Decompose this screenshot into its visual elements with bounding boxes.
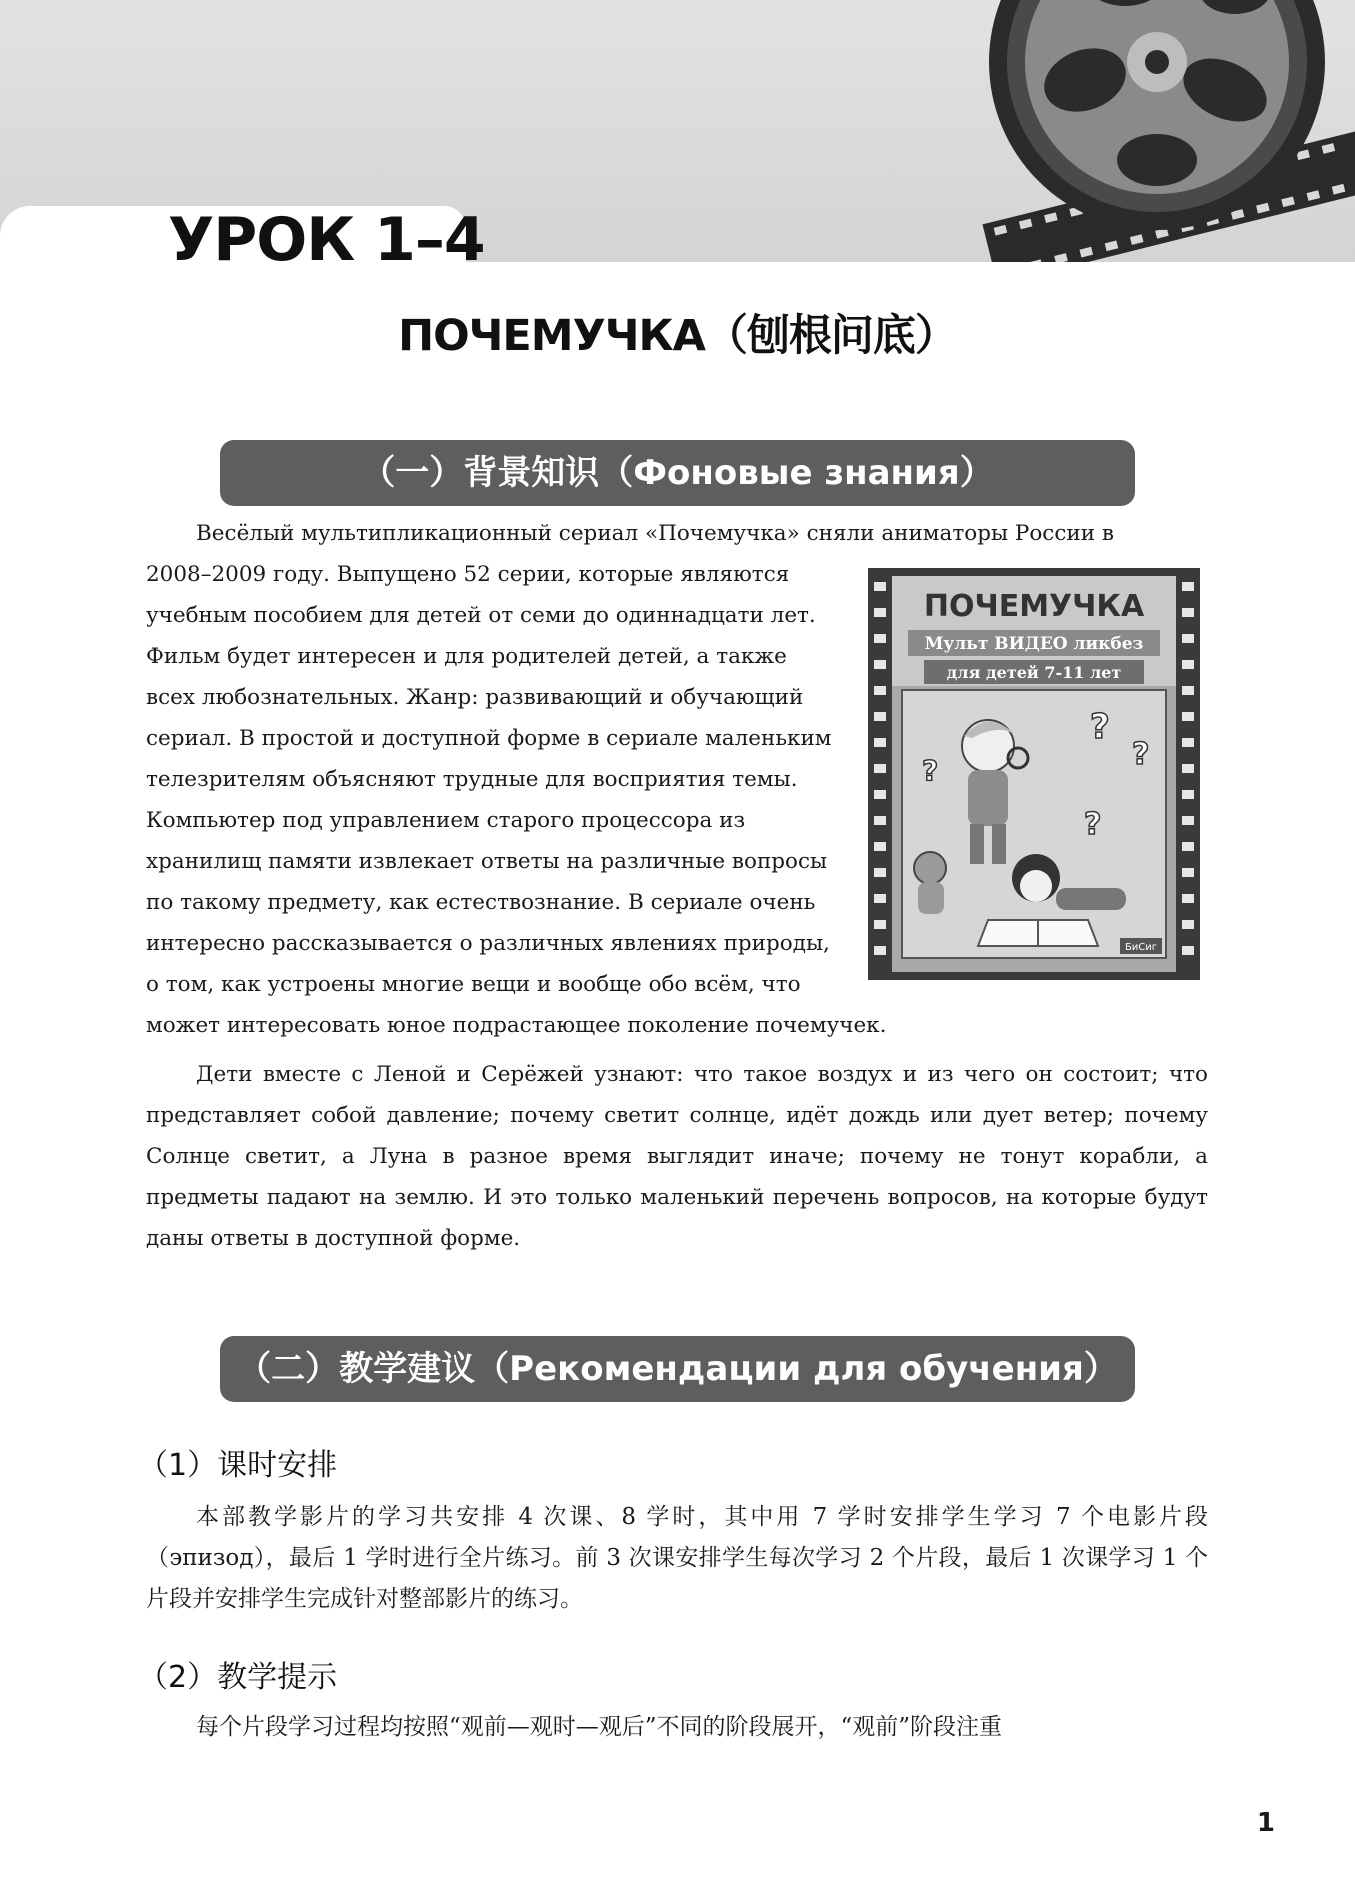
sub1-text: 本部教学影片的学习共安排 4 次课、8 学时，其中用 7 学时安排学生学习 7 个电影片段（эпизод），最后 1 学时进行全片练习。前 3 次课安排学生每次学习 2 个片段，最后 1 次课学习 1 个片段并安排学生完成针对整部影片的练习。: [146, 1504, 1208, 1612]
svg-text:?: ?: [1132, 737, 1150, 772]
para1-line: телезрителям объясняют трудные для восприятия темы.: [146, 767, 798, 792]
para2: Дети вместе с Леной и Серёжей узнают: что такое воздух и из чего он состоит; что представляет собой давление; почему светит солнце, идёт дождь или дует ветер; почему Солнце светит, а Луна в разное время выглядит иначе; почему не тонут корабли, а предметы падают на землю. И это только маленький перечень вопросов, на которые будут даны ответы в доступной форме.: [146, 1062, 1208, 1251]
para1-line: хранилищ памяти извлекает ответы на различные вопросы: [146, 849, 828, 874]
para1-line: сериал. В простой и доступной форме в сериале маленьким: [146, 726, 832, 751]
poster-title-logo: ПОЧЕМУЧКА: [923, 589, 1145, 624]
page-number: 1: [1256, 1808, 1275, 1838]
sub2-text: 每个片段学习过程均按照“观前—观时—观后”不同的阶段展开，“观前”阶段注重: [196, 1714, 1003, 1740]
sub2-heading: （2）教学提示: [138, 1660, 338, 1695]
para1-lead: Весёлый мультипликационный сериал «Почемучка» сняли аниматоры России в: [196, 521, 1114, 546]
para1-line: всех любознательных. Жанр: развивающий и обучающий: [146, 685, 804, 710]
poster-age-label: для детей 7-11 лет: [946, 663, 1122, 682]
para1-line: о том, как устроены многие вещи и вообще обо всём, что: [146, 972, 801, 997]
para1-line: учебным пособием для детей от семи до одиннадцати лет.: [146, 603, 816, 628]
sub1-heading: （1）课时安排: [138, 1448, 338, 1483]
para1-line: Компьютер под управлением старого процессора из: [146, 808, 746, 833]
para1-line: может интересовать юное подрастающее поколение почемучек.: [146, 1013, 887, 1038]
svg-text:?: ?: [1084, 807, 1102, 842]
svg-text:?: ?: [1090, 707, 1110, 747]
film-reel-illustration: [925, 0, 1355, 262]
poster-subtitle: Мульт ВИДЕО ликбез: [924, 634, 1144, 654]
para1-line: интересно рассказывается о различных явлениях природы,: [146, 931, 830, 956]
para1-line: Фильм будет интересен и для родителей детей, а также: [146, 644, 787, 669]
pochemuchka-poster-image: [868, 568, 1200, 980]
poster-publisher-logo: БиСиг: [1124, 942, 1158, 953]
para1-line: по такому предмету, как естествознание. В сериале очень: [146, 890, 816, 915]
section2-heading: （二）教学建议（Рекомендации для обучения）: [220, 1336, 1135, 1402]
lesson-label: УРОК 1–4: [168, 205, 485, 275]
para1-line: 2008–2009 году. Выпущено 52 серии, которые являются: [146, 562, 790, 587]
svg-text:?: ?: [922, 754, 939, 787]
lesson-title: ПОЧЕМУЧКА（刨根问底）: [398, 311, 957, 361]
section-heading-background: （一）背景知识（Фоновые знания）: [220, 440, 1135, 506]
para1-body: [146, 554, 887, 1046]
